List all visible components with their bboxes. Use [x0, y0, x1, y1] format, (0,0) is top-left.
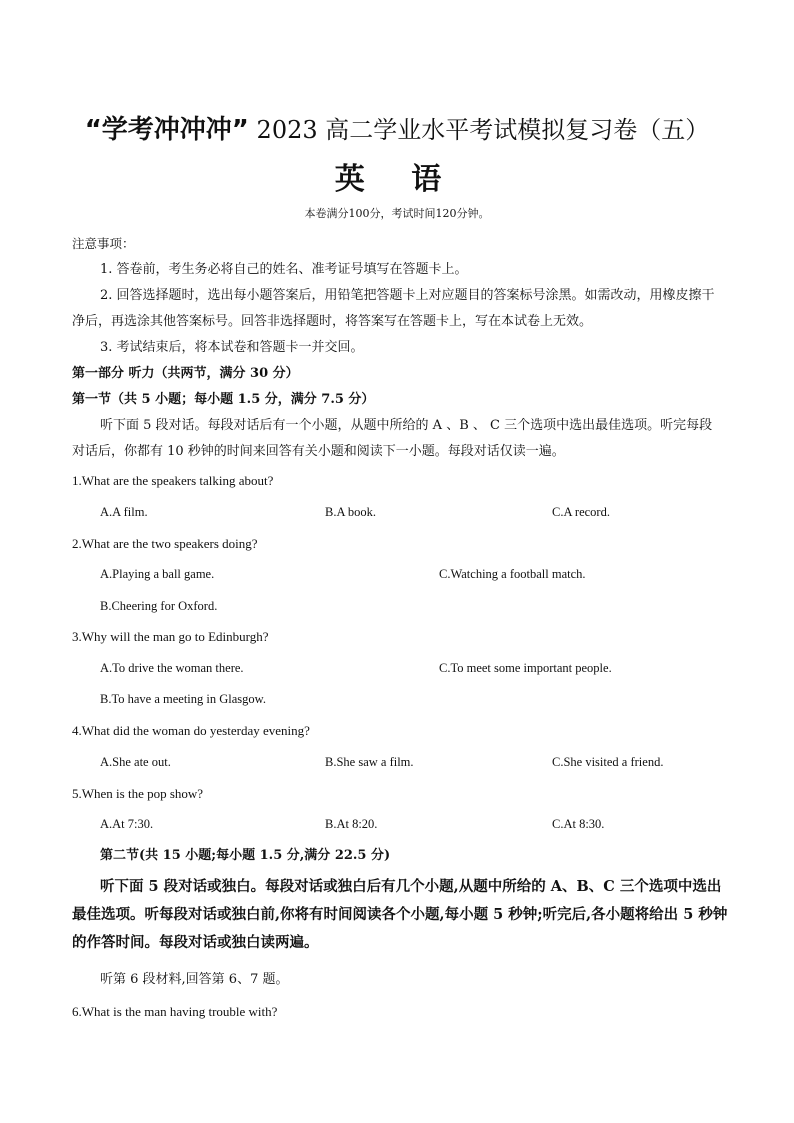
section2-heading: 第二节(共 15 小题;每小题 1.5 分,满分 22.5 分): [100, 848, 391, 863]
question-5: 5.When is the pop show?: [72, 786, 204, 801]
subject-title: 英 语: [334, 162, 460, 197]
q3-option-c: C.To meet some important people.: [439, 661, 612, 675]
q3-option-b: B.To have a meeting in Glasgow.: [100, 692, 266, 706]
material-note: 听第 6 段材料,回答第 6、7 题。: [100, 972, 289, 987]
question-6: 6.What is the man having trouble with?: [72, 1004, 278, 1019]
score-note: 本卷满分100分，考试时间120分钟。: [304, 207, 490, 220]
exam-title-text: 2023 高二学业水平考试模拟复习卷（五）: [256, 116, 710, 144]
part1-heading: 第一部分 听力（共两节，满分 30 分）: [72, 366, 299, 381]
question-3: 3.Why will the man go to Edinburgh?: [72, 629, 269, 644]
q1-option-c: C.A record.: [552, 505, 610, 519]
notice-item-3: 3. 考试结束后，将本试卷和答题卡一并交回。: [100, 340, 364, 355]
q4-option-a: A.She ate out.: [100, 755, 171, 769]
brand-slogan: “学考冲冲冲”: [84, 115, 249, 145]
q2-option-b: B.Cheering for Oxford.: [100, 599, 218, 613]
q3-option-a: A.To drive the woman there.: [100, 661, 244, 675]
notice-heading: 注意事项：: [72, 236, 135, 251]
q2-option-c: C.Watching a football match.: [439, 567, 586, 581]
question-4: 4.What did the woman do yesterday evening?: [72, 723, 310, 738]
notice-item-2: 2. 回答选择题时，选出每小题答案后，用铅笔把答题卡上对应题目的答案标号涂黑。如需改动，用橡皮擦干净后，再选涂其他答案标号。回答非选择题时，将答案写在答题卡上，写在本试卷上无效。: [72, 288, 715, 329]
q1-option-a: A.A film.: [100, 505, 148, 519]
section1-instructions: 听下面 5 段对话。每段对话后有一个小题，从题中所给的 A 、B 、 C 三个选项中选出最佳选项。听完每段对话后，你都有 10 秒钟的时间来回答有关小题和阅读下一小题。每段对话仅读一遍。: [72, 418, 713, 459]
q5-option-b: B.At 8:20.: [325, 817, 378, 831]
q5-option-c: C.At 8:30.: [552, 817, 605, 831]
question-2: 2.What are the two speakers doing?: [72, 536, 258, 551]
section2-instructions: 听下面 5 段对话或独白。每段对话或独白后有几个小题,从题中所给的 A、B、C 三个选项中选出最佳选项。听每段对话或独白前,你将有时间阅读各个小题,每小题 5 秒钟;听完后,各小题将给出 5 秒钟的作答时间。每段对话或独白读两遍。: [72, 878, 728, 951]
q4-option-b: B.She saw a film.: [325, 755, 414, 769]
q4-option-c: C.She visited a friend.: [552, 755, 664, 769]
exam-title: [0, 112, 794, 148]
question-1: 1.What are the speakers talking about?: [72, 473, 274, 488]
notice-item-1: 1. 答卷前，考生务必将自己的姓名、准考证号填写在答题卡上。: [100, 262, 468, 277]
q1-option-b: B.A book.: [325, 505, 377, 519]
q5-option-a: A.At 7:30.: [100, 817, 154, 831]
section1-heading: 第一节（共 5 小题；每小题 1.5 分，满分 7.5 分）: [72, 392, 375, 407]
q2-option-a: A.Playing a ball game.: [100, 567, 215, 581]
